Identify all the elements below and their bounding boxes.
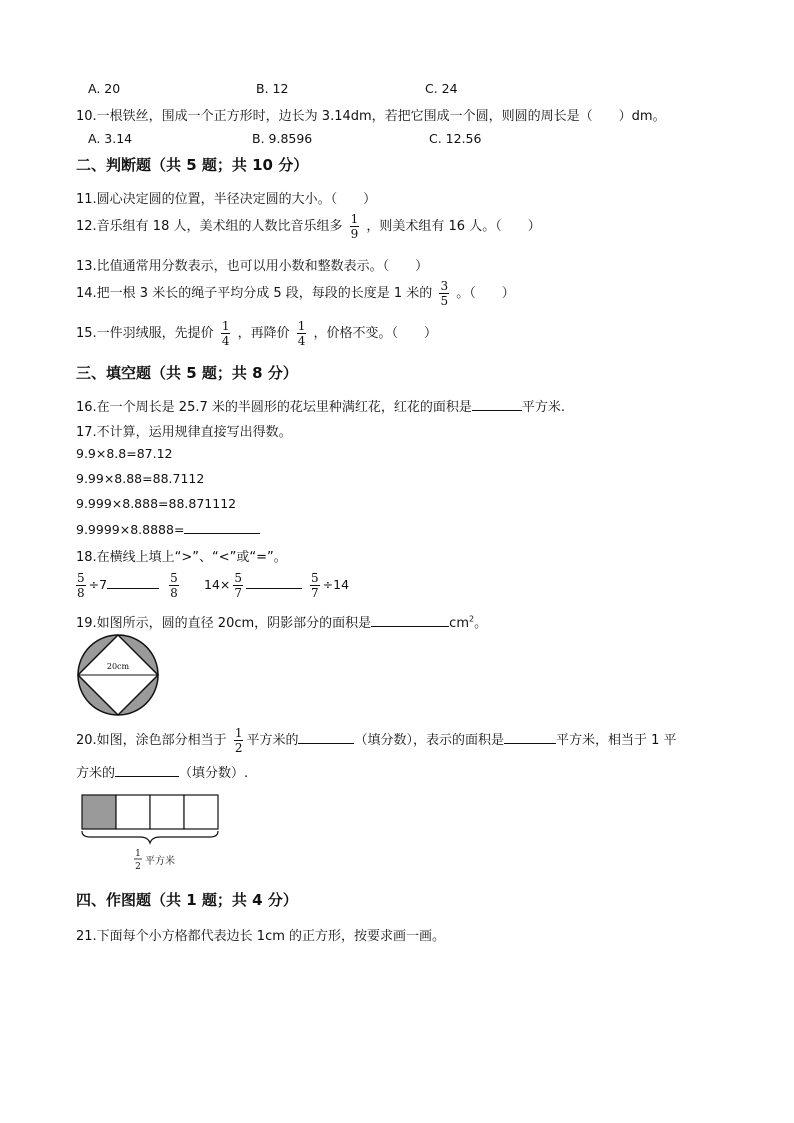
q16-after: 平方米. xyxy=(521,400,566,415)
q10-option-c: C. 12.56 xyxy=(429,131,482,146)
q15-fraction-1: $\frac{1}{4}$ xyxy=(221,319,230,348)
q14-text xyxy=(76,280,515,307)
q20-blank-1[interactable] xyxy=(298,731,354,744)
q12-after: ，则美术组有 16 人。（ ） xyxy=(366,219,541,234)
q15-part1: 15.一件羽绒服，先提价 xyxy=(76,326,214,341)
q10-option-b: B. 9.8596 xyxy=(252,131,313,146)
q18-expression-1 xyxy=(76,572,182,599)
q14-after: 。（ ） xyxy=(456,286,515,301)
q17-text: 17.不计算，运用规律直接写出得数。 xyxy=(76,425,292,440)
q20-cell-2 xyxy=(116,795,150,829)
q18-expression-2 xyxy=(204,572,349,599)
q18-fraction-b: $\frac{5}{8}$ xyxy=(170,571,178,600)
q17-equation-4-text: 9.9999×8.8888= xyxy=(76,522,185,537)
q13-text: 13.比值通常用分数表示，也可以用小数和整数表示。（ ） xyxy=(76,259,429,274)
q18-blank-2[interactable] xyxy=(246,576,302,589)
q20-line2-a: 方米的 xyxy=(76,766,116,781)
q9-option-c: C. 24 xyxy=(425,81,458,96)
q14-fraction: $\frac{3}{5}$ xyxy=(440,279,449,308)
q20-cell-3 xyxy=(150,795,184,829)
q20-brace-label: 平方米 xyxy=(145,856,175,867)
q20-cell-4 xyxy=(184,795,218,829)
q19-after: 。 xyxy=(474,616,488,631)
q20-line-1 xyxy=(76,727,677,754)
section-heading-judgement: 二、判断题（共 5 题；共 10 分） xyxy=(76,156,309,174)
q19-answer-blank[interactable] xyxy=(371,614,449,627)
q20-bar-figure xyxy=(78,793,222,877)
q20-part3: （填分数），表示的面积是 xyxy=(354,733,504,748)
q21-text: 21.下面每个小方格都代表边长 1cm 的正方形，按要求画一画。 xyxy=(76,929,446,944)
q20-fraction: $\frac{1}{2}$ xyxy=(234,726,243,755)
q15-fraction-2: $\frac{1}{4}$ xyxy=(297,319,306,348)
q15-part3: ，价格不变。（ ） xyxy=(313,326,438,341)
q18-fraction-a: $\frac{5}{8}$ xyxy=(77,571,85,600)
q20-brace xyxy=(82,831,218,843)
q19-unit: cm xyxy=(449,616,469,631)
q15-text xyxy=(76,320,437,347)
q20-part2: 平方米的 xyxy=(246,733,299,748)
q18-op-d: ÷14 xyxy=(322,577,350,592)
section-heading-fill-in: 三、填空题（共 5 题；共 8 分） xyxy=(76,364,298,382)
q10-option-a: A. 3.14 xyxy=(88,131,133,146)
q17-equation-2: 9.99×8.88=88.7112 xyxy=(76,471,205,486)
q10-text: 10.一根铁丝，围成一个正方形时，边长为 3.14dm，若把它围成一个圆，则圆的周长是（ ）dm。 xyxy=(76,109,666,124)
q16-answer-blank[interactable] xyxy=(472,398,522,411)
q19-before: 19.如图所示，圆的直径 20cm，阴影部分的面积是 xyxy=(76,616,372,631)
q18-op-a: ÷7 xyxy=(88,577,108,592)
q20-brace-fraction-num: 1 xyxy=(135,849,141,859)
q19-diameter-label: 20cm xyxy=(106,662,130,671)
q19-text xyxy=(76,612,487,631)
q18-text: 18.在横线上填上“>”、“<”或“=”。 xyxy=(76,550,287,565)
q16-before: 16.在一个周长是 25.7 米的半圆形的花坛里种满红花，红花的面积是 xyxy=(76,400,472,415)
q20-line-2 xyxy=(76,762,248,781)
q18-blank-1[interactable] xyxy=(107,576,159,589)
q14-before: 14.把一根 3 米长的绳子平均分成 5 段，每段的长度是 1 米的 xyxy=(76,286,433,301)
q18-fraction-c: $\frac{5}{7}$ xyxy=(234,571,243,600)
q17-equation-4 xyxy=(76,521,260,537)
q20-part1: 20.如图，涂色部分相当于 xyxy=(76,733,227,748)
q20-part4: 平方米，相当于 1 平 xyxy=(556,733,677,748)
q11-text: 11.圆心决定圆的位置，半径决定圆的大小。（ ） xyxy=(76,192,377,207)
q9-option-b: B. 12 xyxy=(256,81,289,96)
q9-option-a: A. 20 xyxy=(88,81,121,96)
q19-circle-figure xyxy=(76,633,160,717)
q17-equation-3: 9.999×8.888=88.871112 xyxy=(76,496,237,511)
q15-part2: ，再降价 xyxy=(237,326,290,341)
section-heading-drawing: 四、作图题（共 1 题；共 4 分） xyxy=(76,891,298,909)
q16-text xyxy=(76,396,565,415)
q20-line2-b: （填分数）. xyxy=(179,766,249,781)
q12-before: 12.音乐组有 18 人，美术组的人数比音乐组多 xyxy=(76,219,343,234)
q19-unit-superscript: 2 xyxy=(468,614,475,624)
q20-shaded-cell xyxy=(82,795,116,829)
q20-blank-3[interactable] xyxy=(115,764,179,777)
q20-blank-2[interactable] xyxy=(504,731,556,744)
q18-pre-c: 14× xyxy=(204,577,231,592)
q20-brace-fraction-den: 2 xyxy=(135,862,141,872)
q12-fraction: $\frac{1}{9}$ xyxy=(350,212,359,241)
q17-equation-1: 9.9×8.8=87.12 xyxy=(76,446,173,461)
q17-answer-blank[interactable] xyxy=(184,521,260,534)
q18-fraction-d: $\frac{5}{7}$ xyxy=(311,571,319,600)
q12-text xyxy=(76,213,541,240)
